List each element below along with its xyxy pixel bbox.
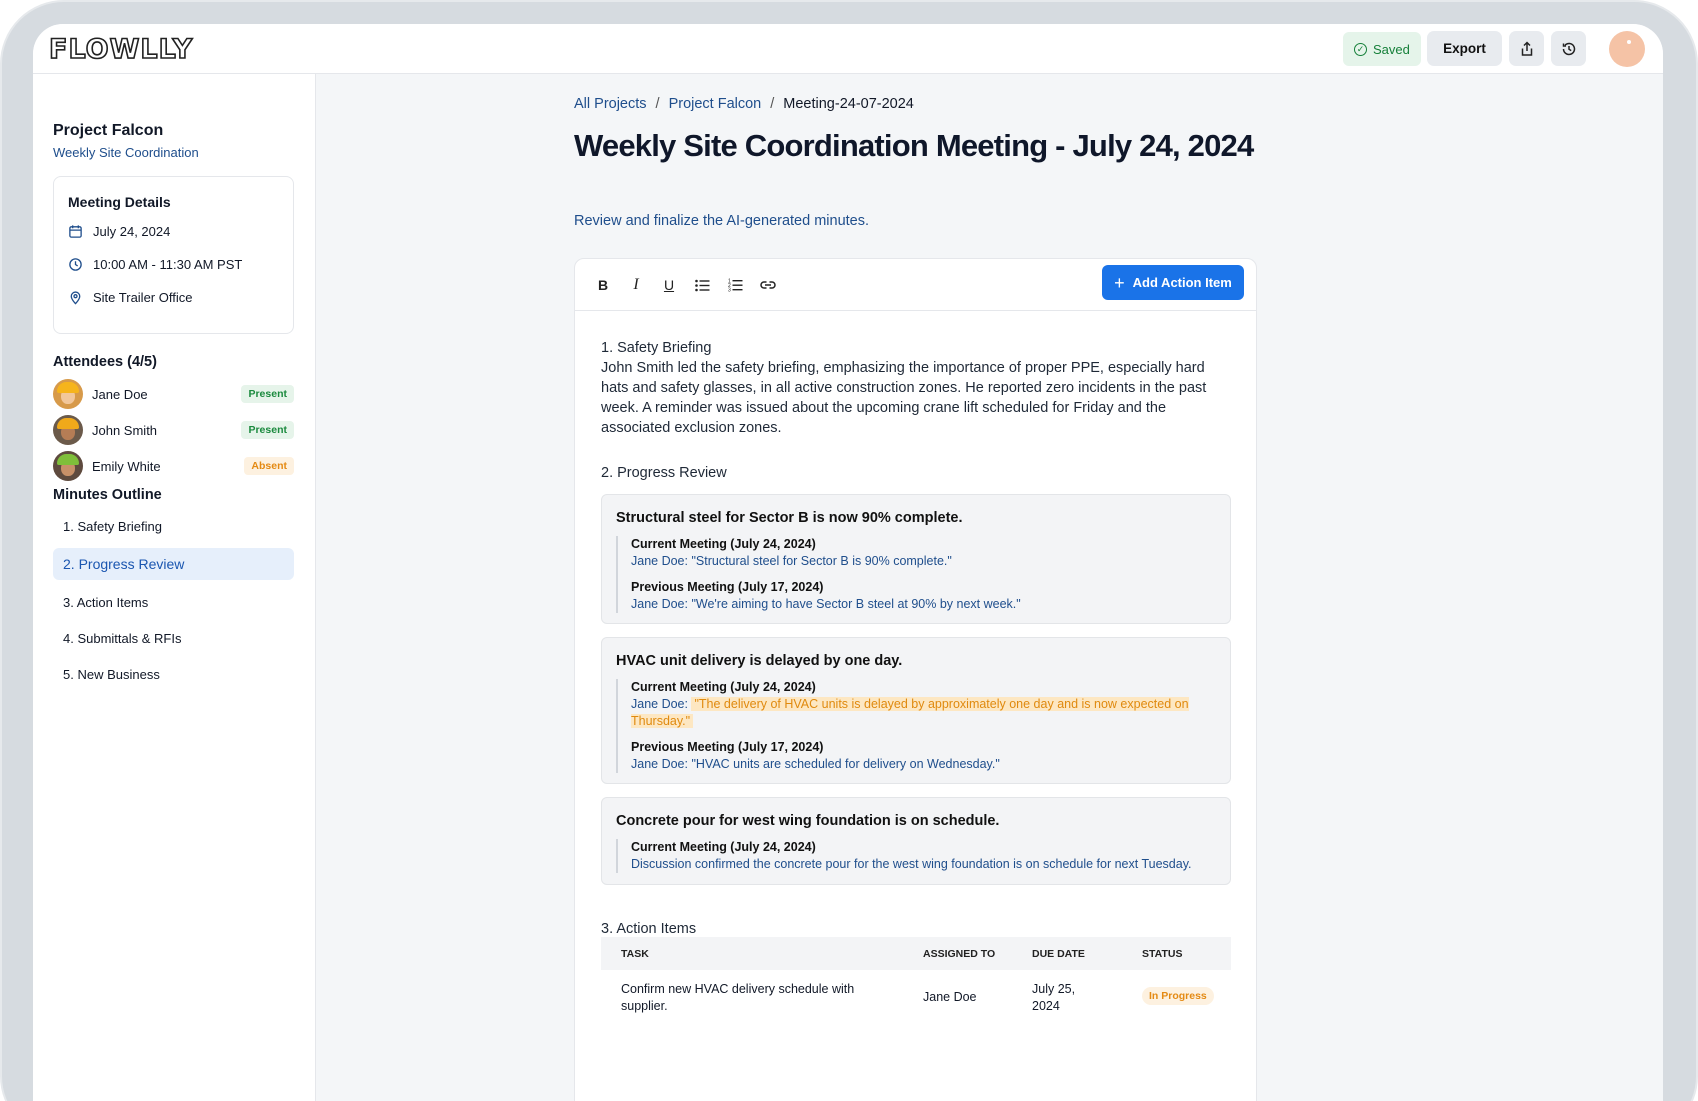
section-heading-progress: 2. Progress Review (601, 465, 727, 481)
section-heading-safety: 1. Safety Briefing (601, 340, 712, 356)
assigned-cell: Jane Doe (923, 990, 977, 1004)
section-heading-action-items: 3. Action Items (601, 921, 697, 937)
minutes-editor (574, 258, 1257, 1101)
meeting-date: July 24, 2024 (93, 224, 171, 239)
attendee-name: John Smith (92, 422, 158, 438)
action-table-header (601, 937, 1231, 970)
svg-text:3: 3 (727, 287, 731, 292)
breadcrumb (574, 96, 914, 112)
safety-briefing-text[interactable]: John Smith led the safety briefing, emphasizing the importance of proper PPE, especially hard hats and safety glasses, in all active construction zones. He reported zero incidents in the past week. A reminder was issued about the upcoming crane lift scheduled for Friday and the associated exclusion zones. (601, 360, 1207, 436)
status-badge: Present (241, 421, 294, 439)
project-title: Project Falcon (53, 122, 164, 139)
attendee-name: Emily White (92, 458, 161, 474)
saved-status-badge (1343, 32, 1421, 66)
underline-icon[interactable]: U (663, 277, 675, 293)
user-avatar[interactable] (1609, 31, 1645, 67)
svg-text:1: 1 (727, 278, 731, 285)
meeting-quote (616, 839, 1216, 873)
calendar-icon (68, 224, 83, 239)
quote-label: Previous Meeting (July 17, 2024) (631, 740, 824, 754)
check-circle-icon: ✓ (1354, 43, 1367, 56)
meeting-time-row (68, 257, 242, 272)
progress-card[interactable] (601, 637, 1231, 784)
quote-label: Current Meeting (July 24, 2024) (631, 680, 816, 694)
attendee-row[interactable] (53, 378, 294, 410)
column-header-task: TASK (621, 948, 649, 960)
progress-card[interactable] (601, 797, 1231, 885)
task-cell: Confirm new HVAC delivery schedule with supplier. (621, 982, 855, 1013)
column-header-due-date: DUE DATE (1032, 948, 1085, 960)
outline-item-action-items[interactable]: 3. Action Items (63, 594, 149, 610)
highlighted-quote[interactable]: "The delivery of HVAC units is delayed by approximately one day and is now expected on Thursday." (631, 697, 1189, 728)
app-window (33, 24, 1663, 1101)
quote-text: Jane Doe: "Structural steel for Sector B is 90% complete." (631, 554, 952, 568)
outline-item-progress-review[interactable]: 2. Progress Review (53, 548, 294, 580)
clock-icon (68, 257, 83, 272)
breadcrumb-current: Meeting-24-07-2024 (783, 96, 914, 112)
page-title: Weekly Site Coordination Meeting - July 24, 2024 (574, 128, 1254, 163)
saved-label: Saved (1373, 41, 1410, 57)
status-cell (1142, 987, 1214, 1005)
attendee-row[interactable] (53, 414, 294, 446)
history-icon (1561, 41, 1577, 57)
history-button[interactable] (1551, 31, 1586, 66)
map-pin-icon (68, 290, 83, 305)
add-action-item-button[interactable] (1102, 265, 1244, 300)
outline-item-submittals-rfis[interactable]: 4. Submittals & RFIs (63, 630, 182, 646)
page-subtitle: Review and finalize the AI-generated minutes. (574, 213, 870, 229)
breadcrumb-all-projects[interactable]: All Projects (574, 96, 647, 112)
status-badge: Present (241, 385, 294, 403)
app-logo[interactable]: FLOWLLY (49, 34, 194, 65)
italic-icon[interactable]: I (633, 276, 639, 293)
meeting-details-card (53, 176, 294, 334)
outline-item-safety-briefing[interactable]: 1. Safety Briefing (63, 518, 162, 534)
meeting-date-row (68, 224, 170, 239)
breadcrumb-separator: / (770, 96, 775, 112)
meeting-location-row (68, 290, 192, 305)
progress-card-title: HVAC unit delivery is delayed by one day. (616, 653, 903, 669)
quote-label: Current Meeting (July 24, 2024) (631, 840, 816, 854)
quote-text: Discussion confirmed the concrete pour for the west wing foundation is on schedule for next Tuesday. (631, 857, 1192, 871)
attendee-row[interactable] (53, 450, 294, 482)
attendees-heading: Attendees (4/5) (53, 354, 157, 370)
editor-toolbar (575, 259, 1256, 311)
add-action-item-label: Add Action Item (1132, 275, 1232, 290)
progress-card-title: Concrete pour for west wing foundation is on schedule. (616, 813, 1000, 829)
meeting-time: 10:00 AM - 11:30 AM PST (93, 257, 243, 272)
avatar (53, 415, 83, 445)
due-date-cell: July 25, 2024 (1032, 982, 1076, 1013)
table-row[interactable] (601, 981, 1231, 1041)
breadcrumb-project[interactable]: Project Falcon (668, 96, 762, 112)
quote-text: Jane Doe: "HVAC units are scheduled for delivery on Wednesday." (631, 757, 1000, 771)
meeting-location: Site Trailer Office (93, 290, 193, 305)
meeting-quote (616, 536, 1216, 613)
numbered-list-icon[interactable] (723, 273, 747, 297)
avatar (53, 451, 83, 481)
bullet-list-icon[interactable] (690, 273, 714, 297)
outline-item-new-business[interactable]: 5. New Business (63, 666, 160, 682)
column-header-assigned: ASSIGNED TO (923, 948, 996, 960)
minutes-outline-heading: Minutes Outline (53, 487, 162, 503)
status-badge: Absent (244, 457, 294, 475)
link-icon[interactable] (756, 273, 780, 297)
share-icon (1519, 41, 1535, 57)
meeting-quote (616, 679, 1216, 773)
avatar (53, 379, 83, 409)
quote-label: Current Meeting (July 24, 2024) (631, 537, 816, 551)
quote-text (631, 696, 1216, 730)
column-header-status: STATUS (1142, 948, 1183, 960)
project-subtitle: Weekly Site Coordination (53, 145, 199, 160)
quote-text: Jane Doe: "We're aiming to have Sector B steel at 90% by next week." (631, 597, 1021, 611)
svg-text:2: 2 (727, 283, 731, 289)
plus-icon: + (1114, 272, 1125, 293)
sidebar (33, 74, 316, 1101)
share-button[interactable] (1509, 31, 1544, 66)
progress-card[interactable] (601, 494, 1231, 624)
meeting-details-heading: Meeting Details (68, 194, 171, 210)
progress-card-title: Structural steel for Sector B is now 90% complete. (616, 510, 963, 526)
top-bar (33, 24, 1663, 74)
breadcrumb-separator: / (655, 96, 660, 112)
quote-label: Previous Meeting (July 17, 2024) (631, 580, 824, 594)
quote-speaker: Jane Doe: (631, 697, 688, 711)
bold-icon[interactable]: B (597, 277, 609, 293)
attendee-name: Jane Doe (92, 386, 148, 402)
export-button[interactable]: Export (1427, 31, 1502, 66)
status-badge[interactable]: In Progress (1142, 987, 1214, 1005)
